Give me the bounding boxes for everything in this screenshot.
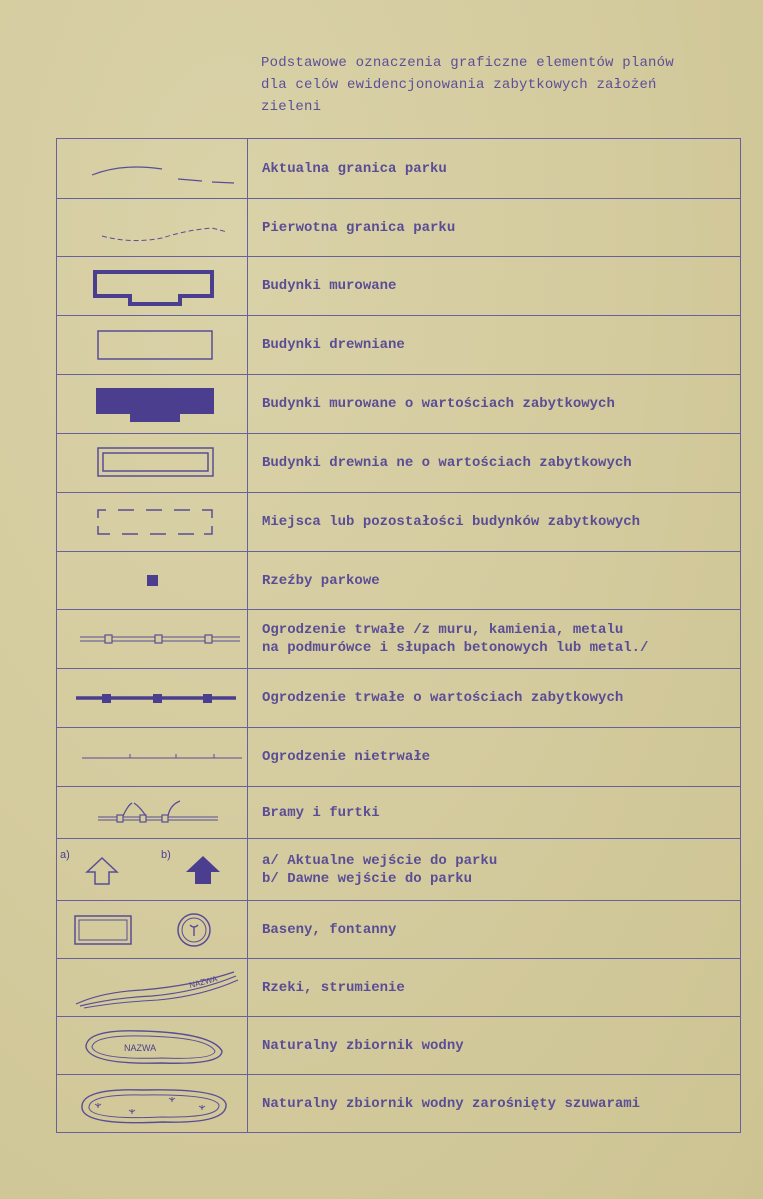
lake-symbol bbox=[57, 1017, 248, 1075]
legend-row bbox=[57, 787, 741, 839]
legend-text: Rzeźby parkowe bbox=[248, 552, 741, 610]
original-boundary-symbol bbox=[57, 199, 248, 257]
legend-row bbox=[57, 316, 741, 375]
current-boundary-symbol bbox=[57, 139, 248, 199]
title-line-1: Podstawowe oznaczenia graficzne elementów planów bbox=[261, 55, 674, 71]
entrance-symbol bbox=[57, 839, 248, 901]
legend-text: Budynki murowane bbox=[248, 257, 741, 316]
permanent-fence-symbol bbox=[57, 610, 248, 669]
legend-row bbox=[57, 728, 741, 787]
legend-text: Budynki murowane o wartościach zabytkowych bbox=[248, 375, 741, 434]
brick-building-symbol bbox=[57, 257, 248, 316]
wooden-building-symbol bbox=[57, 316, 248, 375]
entrance-label-b: b) bbox=[161, 848, 171, 861]
historic-fence-symbol bbox=[57, 669, 248, 728]
legend-row bbox=[57, 552, 741, 610]
legend-text-line-2: na podmurówce i słupach betonowych lub metal./ bbox=[262, 640, 649, 656]
temporary-fence-symbol bbox=[57, 728, 248, 787]
legend-text: Naturalny zbiornik wodny zarośnięty szuwarami bbox=[248, 1075, 741, 1133]
legend-text: Baseny, fontanny bbox=[248, 901, 741, 959]
legend-text: Aktualna granica parku bbox=[248, 139, 741, 199]
legend-text bbox=[248, 610, 741, 669]
legend-text-line-1: a/ Aktualne wejście do parku bbox=[262, 852, 498, 869]
title-line-2: dla celów ewidencjonowania zabytkowych założeń bbox=[261, 77, 657, 93]
legend-text-line-1: Ogrodzenie trwałe /z muru, kamienia, metalu bbox=[262, 622, 624, 638]
legend-text bbox=[248, 839, 741, 901]
overgrown-lake-symbol bbox=[57, 1075, 248, 1133]
legend-text: Budynki drewnia ne o wartościach zabytkowych bbox=[248, 434, 741, 493]
legend-text: Naturalny zbiornik wodny bbox=[248, 1017, 741, 1075]
legend-text: Bramy i furtki bbox=[248, 787, 741, 839]
legend-row bbox=[57, 434, 741, 493]
historic-wooden-building-symbol bbox=[57, 434, 248, 493]
legend-row bbox=[57, 901, 741, 959]
lake-name-label: NAZWA bbox=[124, 1042, 157, 1053]
building-remains-symbol bbox=[57, 493, 248, 552]
sculpture-symbol bbox=[57, 552, 248, 610]
historic-brick-building-symbol bbox=[57, 375, 248, 434]
entrance-label-a: a) bbox=[60, 848, 70, 861]
legend-row bbox=[57, 493, 741, 552]
legend-row bbox=[57, 375, 741, 434]
legend-text-line-2: b/ Dawne wejście do parku bbox=[262, 870, 473, 887]
legend-row bbox=[57, 610, 741, 669]
document-title bbox=[261, 52, 761, 118]
legend-row bbox=[57, 139, 741, 199]
title-line-3: zieleni bbox=[261, 99, 322, 115]
gate-symbol bbox=[57, 787, 248, 839]
legend-row bbox=[57, 199, 741, 257]
legend-row bbox=[57, 1075, 741, 1133]
legend-text: Rzeki, strumienie bbox=[248, 959, 741, 1017]
river-name-label: NAZWA bbox=[188, 973, 219, 990]
legend-text: Miejsca lub pozostałości budynków zabytkowych bbox=[248, 493, 741, 552]
legend-row bbox=[57, 959, 741, 1017]
legend-text: Budynki drewniane bbox=[248, 316, 741, 375]
legend-table bbox=[56, 138, 741, 1133]
legend-row bbox=[57, 669, 741, 728]
legend-row bbox=[57, 839, 741, 901]
legend-row bbox=[57, 1017, 741, 1075]
legend-text: Ogrodzenie trwałe o wartościach zabytkowych bbox=[248, 669, 741, 728]
river-symbol bbox=[57, 959, 248, 1017]
legend-row bbox=[57, 257, 741, 316]
legend-text: Pierwotna granica parku bbox=[248, 199, 741, 257]
pool-fountain-symbol bbox=[57, 901, 248, 959]
legend-text: Ogrodzenie nietrwałe bbox=[248, 728, 741, 787]
